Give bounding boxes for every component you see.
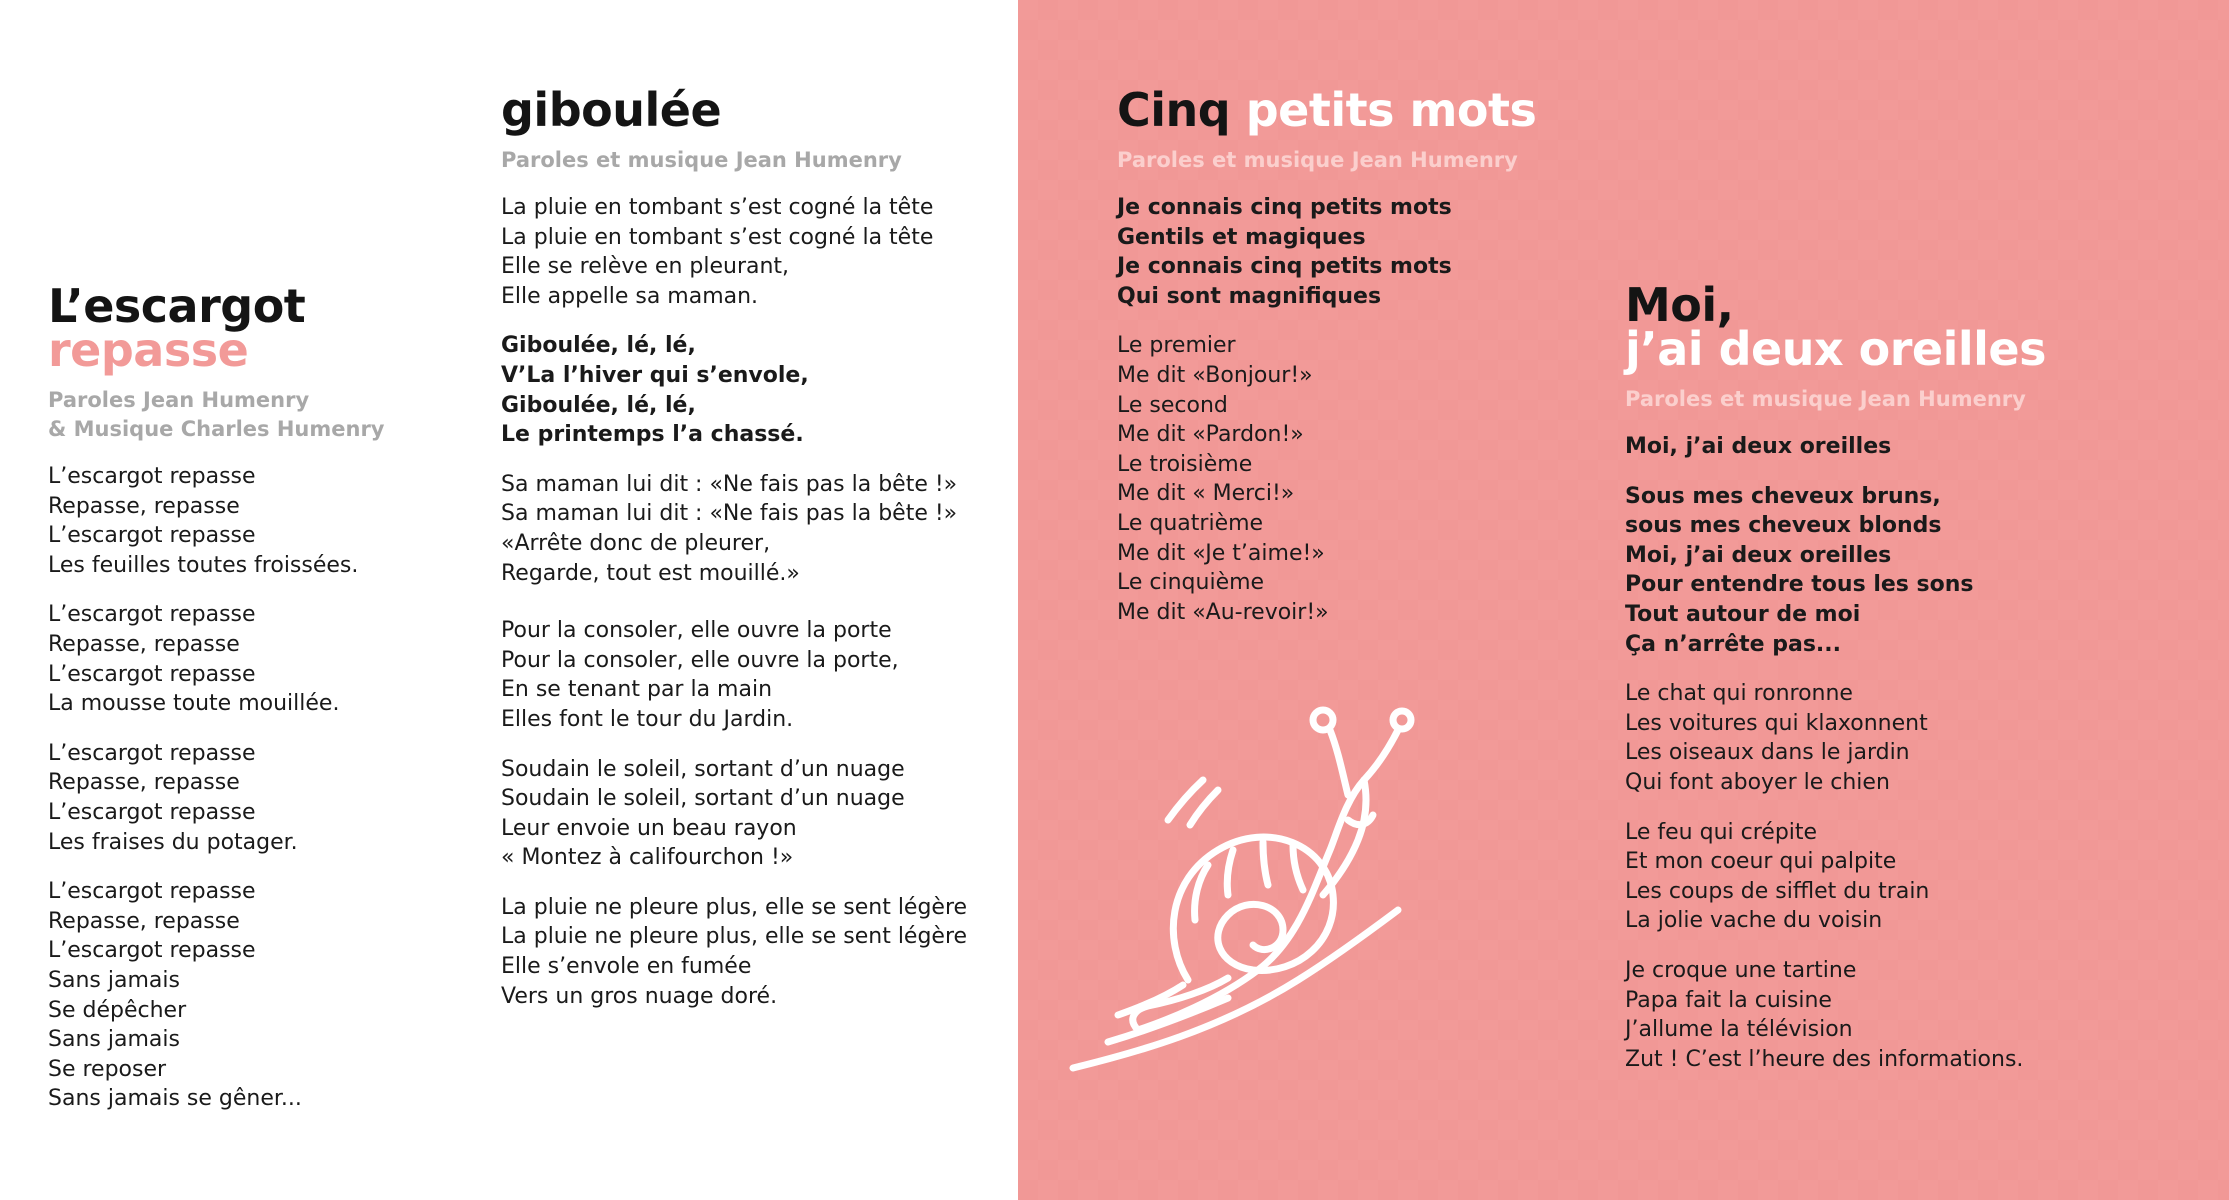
stanza [501, 470, 967, 588]
stanza [48, 877, 385, 1114]
lyric-line: Me dit « Merci!» [1117, 481, 1295, 507]
lyric-line: Sa maman lui dit : «Ne fais pas la bête !» [501, 471, 958, 497]
lyric-line: Le printemps l’a chassé. [501, 422, 804, 448]
lyric-line: Elle s’envole en fumée [501, 954, 752, 980]
lyric-line: Pour la consoler, elle ouvre la porte [501, 618, 892, 644]
lyric-line: Tout autour de moi [1625, 601, 1861, 627]
lyric-line: « Montez à califourchon !» [501, 845, 794, 871]
lyric-line: La pluie ne pleure plus, elle se sent légère [501, 924, 968, 950]
stanza [1117, 193, 1536, 311]
lyric-line: Le second [1117, 392, 1228, 418]
credit-line2: & Musique Charles Humenry [48, 417, 385, 441]
stanza [1625, 956, 2046, 1074]
lyric-line: Me dit «Au-revoir!» [1117, 599, 1329, 625]
song-credit: Paroles et musique Jean Humenry [1625, 387, 2026, 411]
lyric-line: L’escargot repasse [48, 740, 256, 766]
song-title-part2: petits mots [1245, 83, 1537, 137]
song-cinq-petits-mots [1117, 83, 1537, 647]
lyric-line: Qui sont magnifiques [1117, 283, 1382, 309]
lyric-line: Le chat qui ronronne [1625, 681, 1853, 707]
song-credit: Paroles et musique Jean Humenry [1117, 148, 1518, 172]
lyric-line: Les voitures qui klaxonnent [1625, 710, 1928, 736]
lyrics [1625, 432, 2046, 1074]
stanza [501, 193, 967, 311]
lyric-line: Les feuilles toutes froissées. [48, 552, 359, 578]
lyric-line: Ça n’arrête pas... [1625, 631, 1841, 657]
lyric-line: L’escargot repasse [48, 938, 256, 964]
lyric-line: J’allume la télévision [1625, 1017, 1853, 1043]
lyric-line: Qui font aboyer le chien [1625, 769, 1890, 795]
lyric-line: Sans jamais [48, 1027, 180, 1053]
lyric-line: Repasse, repasse [48, 908, 240, 934]
lyric-line: Repasse, repasse [48, 631, 240, 657]
stanza [48, 462, 385, 580]
snail-illustration [1068, 680, 1508, 1080]
song-title [1625, 278, 2046, 376]
lyric-line: Elles font le tour du Jardin. [501, 706, 794, 732]
lyrics [48, 462, 385, 1114]
lyric-line: Repasse, repasse [48, 770, 240, 796]
stanza [501, 755, 967, 873]
lyric-line: Elle appelle sa maman. [501, 283, 759, 309]
lyric-line: Le cinquième [1117, 570, 1265, 596]
lyric-line: Me dit «Pardon!» [1117, 422, 1304, 448]
credit-line1: Paroles Jean Humenry [48, 388, 310, 412]
lyric-line: Le feu qui crépite [1625, 819, 1818, 845]
lyric-line: Me dit «Je t’aime!» [1117, 540, 1325, 566]
stanza [501, 616, 967, 734]
song-title-line1: Moi, [1625, 278, 1734, 332]
stanza [1625, 432, 2046, 462]
lyric-line: Je connais cinq petits mots [1117, 254, 1452, 280]
lyric-line: La jolie vache du voisin [1625, 908, 1883, 934]
lyric-line: Moi, j’ai deux oreilles [1625, 434, 1892, 459]
lyric-line: Giboulée, lé, lé, [501, 333, 696, 359]
lyric-line: Me dit «Bonjour!» [1117, 362, 1313, 388]
song-title [1117, 83, 1537, 137]
song-title-line1: L’escargot [48, 279, 306, 333]
lyrics [1117, 193, 1536, 627]
lyric-line: La mousse toute mouillée. [48, 691, 340, 717]
lyric-line: Sans jamais se gêner... [48, 1086, 302, 1112]
lyric-line: Giboulée, lé, lé, [501, 392, 696, 418]
lyric-line: Vers un gros nuage doré. [501, 983, 778, 1009]
song-title-part1: Cinq [1117, 83, 1231, 137]
lyric-line: L’escargot repasse [48, 464, 256, 489]
stanza [48, 600, 385, 718]
lyric-line: Repasse, repasse [48, 493, 240, 519]
lyric-line: L’escargot repasse [48, 661, 256, 687]
lyric-line: L’escargot repasse [48, 523, 256, 549]
stanza [48, 739, 385, 857]
song-title: giboulée [501, 83, 722, 137]
song-credit [48, 386, 385, 444]
lyric-line: Je croque une tartine [1625, 957, 1857, 983]
lyric-line: L’escargot repasse [48, 879, 256, 905]
lyric-line: V’La l’hiver qui s’envole, [501, 362, 809, 388]
lyric-line: Gentils et magiques [1117, 224, 1366, 250]
lyric-line: La pluie en tombant s’est cogné la tête [501, 224, 934, 250]
lyric-line: Les oiseaux dans le jardin [1625, 740, 1910, 766]
stanza [501, 331, 967, 449]
lyric-line: Le quatrième [1117, 510, 1264, 536]
lyric-line: Moi, j’ai deux oreilles [1625, 542, 1892, 568]
lyric-line: Regarde, tout est mouillé.» [501, 560, 800, 586]
lyric-line: Zut ! C’est l’heure des informations. [1625, 1046, 2024, 1072]
lyric-line: Et mon coeur qui palpite [1625, 849, 1897, 875]
song-title-line2: j’ai deux oreilles [1625, 322, 2046, 376]
song-credit: Paroles et musique Jean Humenry [501, 148, 902, 172]
lyric-line: Elle se relève en pleurant, [501, 254, 790, 280]
lyric-line: La pluie en tombant s’est cogné la tête [501, 195, 934, 220]
song-moi-deux-oreilles [1625, 278, 2046, 1094]
lyric-line: Se dépêcher [48, 997, 187, 1023]
lyric-line: Les coups de sifflet du train [1625, 878, 1930, 904]
stanza [1625, 679, 2046, 797]
lyric-line: Les fraises du potager. [48, 829, 298, 855]
lyric-line: En se tenant par la main [501, 677, 773, 703]
song-title [48, 279, 385, 377]
lyric-line: L’escargot repasse [48, 602, 256, 628]
lyric-line: sous mes cheveux blonds [1625, 513, 1942, 539]
stanza [1117, 331, 1536, 627]
lyric-line: Sans jamais [48, 967, 180, 993]
lyric-line: Le troisième [1117, 451, 1253, 477]
song-escargot [48, 279, 385, 1134]
lyric-line: La pluie ne pleure plus, elle se sent légère [501, 894, 968, 920]
lyric-line: Je connais cinq petits mots [1117, 195, 1452, 220]
song-giboulee [501, 83, 968, 1031]
song-title-line2: repasse [48, 323, 249, 377]
lyric-line: Sa maman lui dit : «Ne fais pas la bête !» [501, 501, 958, 527]
lyric-line: Le premier [1117, 333, 1236, 359]
lyric-line: «Arrête donc de pleurer, [501, 530, 771, 556]
lyric-line: L’escargot repasse [48, 799, 256, 825]
lyric-line: Pour la consoler, elle ouvre la porte, [501, 647, 899, 673]
stanza [1625, 482, 2046, 660]
stanza [1625, 818, 2046, 936]
lyric-line: Soudain le soleil, sortant d’un nuage [501, 756, 905, 782]
lyric-line: Se reposer [48, 1056, 167, 1082]
lyric-line: Sous mes cheveux bruns, [1625, 483, 1941, 509]
lyric-line: Pour entendre tous les sons [1625, 572, 1974, 598]
lyrics [501, 193, 967, 1011]
lyric-line: Papa fait la cuisine [1625, 987, 1832, 1013]
lyric-line: Soudain le soleil, sortant d’un nuage [501, 786, 905, 812]
lyric-line: Leur envoie un beau rayon [501, 815, 797, 841]
stanza [501, 893, 967, 1011]
